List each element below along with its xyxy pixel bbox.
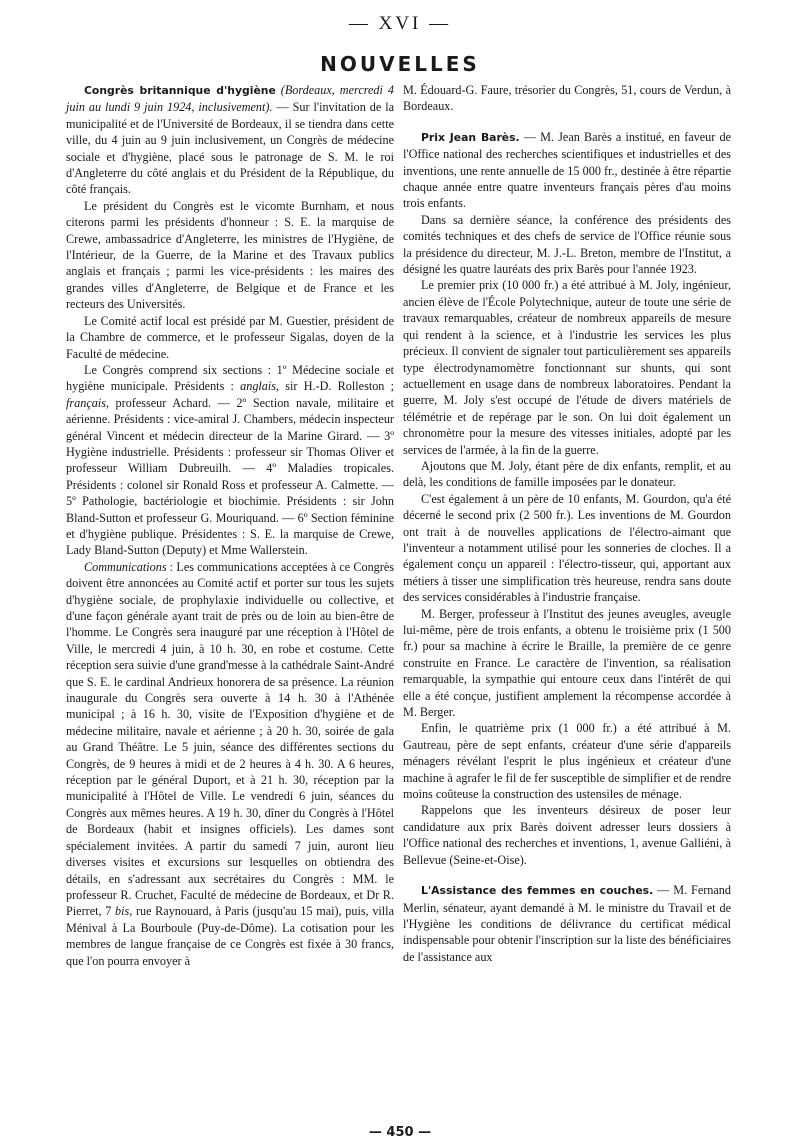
congres-paragraph-2: Le président du Congrès est le vicomte Burnham, et nous citerons parmi les présidents d'honneur : S. E. la marquise de Crewe, ambassadrice d'Angleterre, les ministres de l'Hygiène, de l'Intérieur, de la Guerre, de la Marine et des Travaux publics anglais et français ; parmi les vice-présidents : les maires des grandes villes d'Angleterre, de Belgique et de France et les recteurs des Universités. xyxy=(66,198,394,312)
congres-paragraph-6: M. Édouard-G. Faure, trésorier du Congrès, 51, cours de Verdun, à Bordeaux. xyxy=(403,83,731,114)
section-title: NOUVELLES xyxy=(320,52,480,76)
page-folio: — 450 — xyxy=(368,1125,432,1140)
congres-paragraph-1: Congrès britannique d'hygiène (Bordeaux, mercredi 4 juin au lundi 9 juin 1924, inclusivement). — Sur l'invitation de la municipalité et de l'Université de Bordeaux, il se tiendra dans cette ville, du 4 juin au 9 juin inclusivement, un Congrès de médecine sociale et d'hygiène, placé sous le patronage de S. M. le roi d'Angleterre du côté anglais et du Président de la République, du côté français. xyxy=(66,83,394,197)
bares-paragraph-3: Le premier prix (10 000 fr.) a été attribué à M. Joly, ingénieur, ancien élève de l'École Polytechnique, auteur de toute une série de travaux remarquables, créateur de nombreux appareils de mesure qui rendent à la science, et à l'industrie les services les plus précieux. Il convient de signaler tout particulièrement ses appareils type électrodynamomètre fonctionnant sur shunts, qui sont actuellement en usage dans de nombreux laboratoires. Pendant la guerre, M. Joly s'est occupé de l'étude de divers matériels de télémétrie et de repérage par le son. On lui doit également un chronomètre pour la mesure des vitesses initiales, adopté par les services de l'armée, à la fin de la guerre. xyxy=(403,278,731,457)
bares-paragraph-2: Dans sa dernière séance, la conférence des présidents des comités techniques et des chefs de service de l'Office réunie sous la présidence du directeur, M. J.-L. Breton, membre de l'Institut, a désigné les quatre lauréats des prix Barès pour l'année 1923. xyxy=(403,212,731,277)
bares-paragraph-5: C'est également à un père de 10 enfants, M. Gourdon, qu'a été décerné le second prix (2 500 fr.). Les inventions de M. Gourdon ont trait à de nouvelles applications de l'électro-aimant que l'inventeur a notamment utilisé pour les sonneries de cloches. Il a également conçu un appareil : l'électro-tisseur, qui, apportant aux métiers à tisser une simplification très heureuse, rendra sans doute des services considérables à l'industrie française. xyxy=(403,491,731,605)
page-roman-number: — XVI — xyxy=(348,13,452,34)
congres-paragraph-5: Communications : Les communications acceptées à ce Congrès doivent être annoncées au Comité actif et porter sur tous les sujets d'hygiène sociale, de prophylaxie individuelle ou collective, et d'une façon générale ayant trait de près ou de loin au bien-être de l'homme. Le Congrès sera inauguré par une réception à l'Hôtel de Ville, le mercredi 4 juin, à 10 h. 30, en robe et costume. Cette réception sera suivie d'une grand'messe à la cathédrale Saint-André que S. E. le cardinal Andrieux honorera de sa présence. La réunion inaugurale du Congrès sera ouverte à 14 h. 30 à l'Athénée municipal ; à 16 h. 30, visite de l'Exposition d'hygiène et de médecine militaire, navale et aérienne ; à 20 h. 30, soirée de gala au Grand Théâtre. Le 5 juin, séance des différentes sections du Congrès, de 9 heures à midi et de 2 heures à 4 h. 30. A 6 heures, réception par le général Duport, et à 21 h. 30, réception par la municipalité à l'Hôtel de Ville. Le vendredi 6 juin, séances du Congrès aux mêmes heures. A 19 h. 30, dîner du Congrès à l'Hôtel de Bordeaux (habit et insignes officiels). Les dames sont spécialement invitées. A partir du samedi 7 juin, auront lieu diverses visites et excursions sur lesquelles on obtiendra des détails, en s'adressant aux secrétaires du Congrès : MM. le professeur R. Cruchet, Faculté de médecine de Bordeaux, et Dr R. Pierret, 7 bis, rue Raynouard, à Paris (jusqu'au 15 mai), puis, villa Ménival à La Bourboule (Puy-de-Dôme). La cotisation pour les membres de langue française de ce Congrès est fixée à 30 francs, que l'on pourra envoyer à xyxy=(66,559,394,968)
bares-paragraph-7: Enfin, le quatrième prix (1 000 fr.) a été attribué à M. Gautreau, père de sept enfants, créateur d'une série d'appareils ménagers révélant l'esprit le plus ingénieux et créateur d'une machine à agrafer le fil de fer susceptible de simplifier et de rendre moins coûteuse la construction des ustensiles de ménage. xyxy=(403,721,731,802)
congres-paragraph-4: Le Congrès comprend six sections : 1º Médecine sociale et hygiène municipale. Présidents : anglais, sir H.-D. Rolleston ; français, professeur Achard. — 2º Section navale, militaire et aérienne. Présidents : vice-amiral J. Chambers, médecin inspecteur général Vincent et médecin directeur de la Marine Girard. — 3º Hygiène industrielle. Présidents : professeur sir Thomas Oliver et professeur William Dubreuilh. — 4º Maladies tropicales. Présidents : colonel sir Ronald Ross et professeur A. Calmette. — 5º Pathologie, bactériologie et biochimie. Présidents : sir John Bland-Sutton et professeur G. Mouriquand. — 6º Section féminine et d'hygiène publique. Présidentes : S. E. la marquise de Crewe, Lady Bland-Sutton (Deputy) et Mme Wallerstein. xyxy=(66,362,394,558)
bares-paragraph-4: Ajoutons que M. Joly, étant père de dix enfants, remplit, et au delà, les conditions de famille imposées par le donateur. xyxy=(403,458,731,490)
congres-dates: (Bordeaux, mercredi 4 juin au lundi 9 juin 1924, inclusivement). xyxy=(66,83,394,115)
bares-paragraph-1: Prix Jean Barès. — M. Jean Barès a institué, en faveur de l'Office national des recherches scientifiques et industrielles et des inventions, une rente annuelle de 15 000 fr., destinée à être répartie chaque année entre quatre inventeurs français pères d'au moins trois enfants. xyxy=(403,129,731,211)
bares-paragraph-6: M. Berger, professeur à l'Institut des jeunes aveugles, aveugle lui-même, père de trois enfants, a obtenu le troisième prix (1 500 fr.) pour sa machine à écrire le Braille, la première de ce genre construite en France. Le caractère de l'invention, sa réalisation remarquable, la sympathie qui entoure ceux dans l'intérêt de qui elle a été conçue, justifient amplement la récompense accordée à M. Berger. xyxy=(403,606,731,720)
assistance-heading: L'Assistance des femmes en couches. xyxy=(421,884,654,898)
congres-paragraph-3: Le Comité actif local est présidé par M. Guestier, président de la Chambre de commerce, et le professeur Sigalas, doyen de la Faculté de médecine. xyxy=(66,313,394,361)
bares-heading: Prix Jean Barès. xyxy=(421,130,520,144)
right-column xyxy=(403,82,731,965)
assistance-paragraph: L'Assistance des femmes en couches. — M. Fernand Merlin, sénateur, ayant demandé à M. le ministre du Travail et de l'Hygiène les conditions de délivrance du certificat médical indispensable pour obtenir l'inscription sur la liste des bénéficiaires de l'assistance aux xyxy=(403,883,731,964)
congres-heading: Congrès britannique d'hygiène xyxy=(84,84,276,97)
left-column xyxy=(66,82,394,969)
bares-paragraph-8: Rappelons que les inventeurs désireux de poser leur candidature aux prix Barès doivent adresser leurs dossiers à l'Office national des recherches et inventions, 1, avenue Galliéni, à Bellevue (Seine-et-Oise). xyxy=(403,803,731,867)
